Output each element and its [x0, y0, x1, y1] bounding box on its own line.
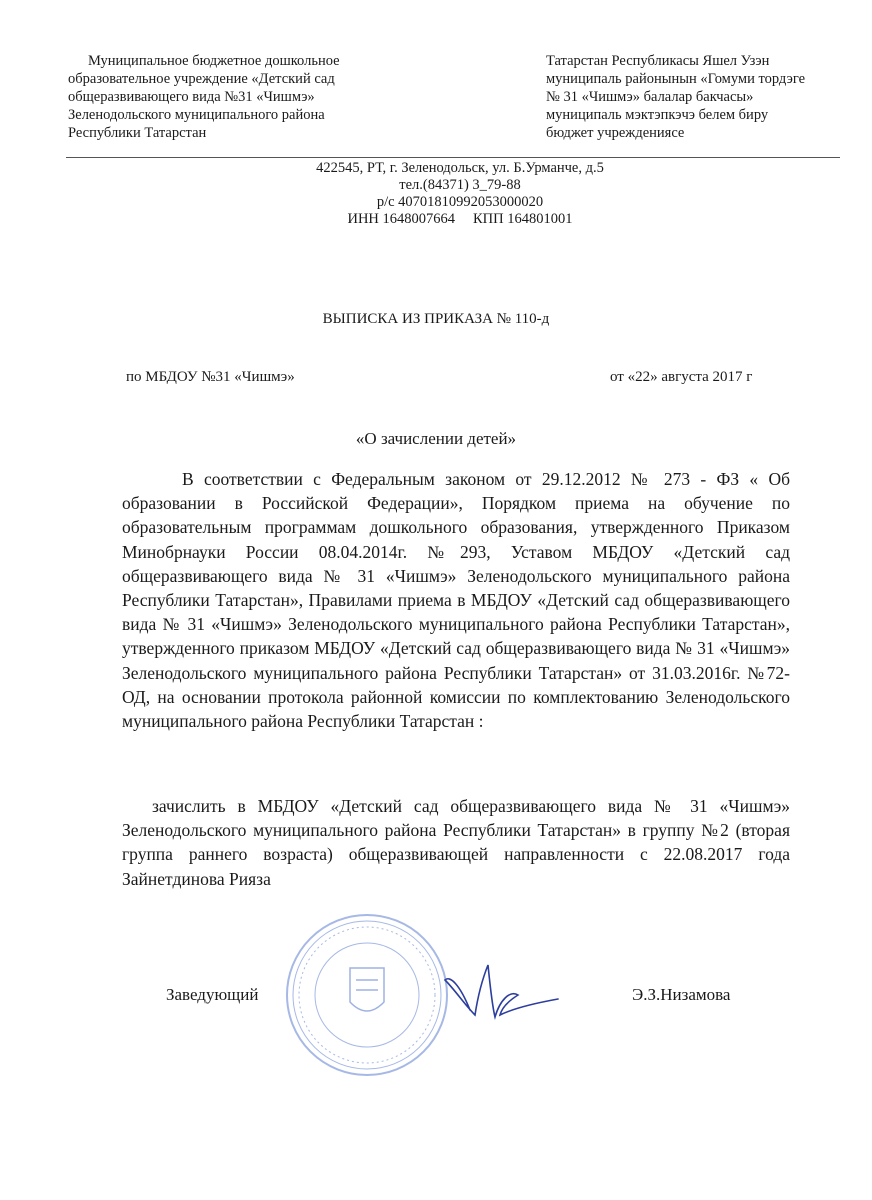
order-subject: «О зачислении детей» [355, 429, 517, 448]
decision-text: зачислить в МБДОУ «Детский сад общеразвивающего вида № 31 «Чишмэ» Зеленодольского муниципального района Республики Татарстан» в группу №2 (вторая группа раннего возраста) общеразвивающей направленности с 22.08.2017 года Зайнетдинова Рияза [122, 796, 790, 889]
body-text: В соответствии с Федеральным законом от 29.12.2012 № 273 - ФЗ « Об образовании в Российской Федерации», Порядком приема на обучение по образовательным программам дошкольного образования, утвержденного Приказом Минобрнауки России 08.04.2014г. №293, Уставом МБДОУ «Детский сад общеразвивающего вида № 31 «Чишмэ» Зеленодольского муниципального района Республики Татарстан», Правилами приема в МБДОУ «Детский сад общеразвивающего вида № 31 «Чишмэ» Зеленодольского муниципального района Республики Татарстан», утвержденного приказом МБДОУ «Детский сад общеразвивающего вида № 31 «Чишмэ» Зеленодольского муниципального района Республики Татарстан» от 31.03.2016г. №72-ОД, на основании протокола районной комиссии по комплектованию Зеленодольского муниципального района Республики Татарстан : [122, 469, 790, 732]
signatory-role: Заведующий [166, 985, 259, 1004]
header-right-tt [546, 52, 846, 142]
header-right-line: бюджет учреждениясе [546, 125, 685, 141]
header-right-line: муниципаль мэктэпкэчэ белем биру [546, 107, 769, 123]
decision-paragraph [122, 794, 790, 891]
stamp-emblem-icon [350, 968, 384, 1011]
address-block [200, 160, 720, 228]
document-title: ВЫПИСКА ИЗ ПРИКАЗА № 110-д [322, 311, 550, 327]
header-right-line: № 31 «Чишмэ» балалар бакчасы» [546, 89, 754, 105]
stamp-rings [287, 915, 447, 1075]
inn: ИНН 1648007664 [347, 211, 456, 227]
phone-line: тел.(84371) 3_79-88 [399, 177, 521, 193]
kpp: КПП 164801001 [473, 211, 573, 227]
header-left-line: образовательное учреждение «Детский сад [68, 71, 335, 87]
handwritten-signature-icon [440, 955, 560, 1030]
account-line: р/с 40701810992053000020 [376, 194, 544, 210]
body-paragraph [122, 467, 790, 733]
header-left-line: Зеленодольского муниципального района [68, 107, 325, 123]
header-left-line: Республики Татарстан [68, 125, 207, 141]
inn-kpp-line [200, 211, 720, 228]
header-divider [66, 157, 840, 158]
header-right-line: Татарстан Республикасы Яшел Узэн [546, 53, 770, 69]
header-left-line: Муниципальное бюджетное дошкольное [88, 53, 340, 69]
header-left-ru [68, 52, 398, 142]
signatory-name: Э.З.Низамова [632, 985, 731, 1004]
address-line: 422545, РТ, г. Зеленодольск, ул. Б.Урманче, д.5 [316, 160, 604, 176]
order-issuer: по МБДОУ №31 «Чишмэ» [126, 369, 295, 385]
order-date: от «22» августа 2017 г [610, 369, 753, 385]
official-stamp-icon [282, 910, 452, 1080]
header-right-line: муниципаль районынын «Гомуми тордэге [546, 71, 806, 87]
header-left-line: общеразвивающего вида №31 «Чишмэ» [68, 89, 315, 105]
